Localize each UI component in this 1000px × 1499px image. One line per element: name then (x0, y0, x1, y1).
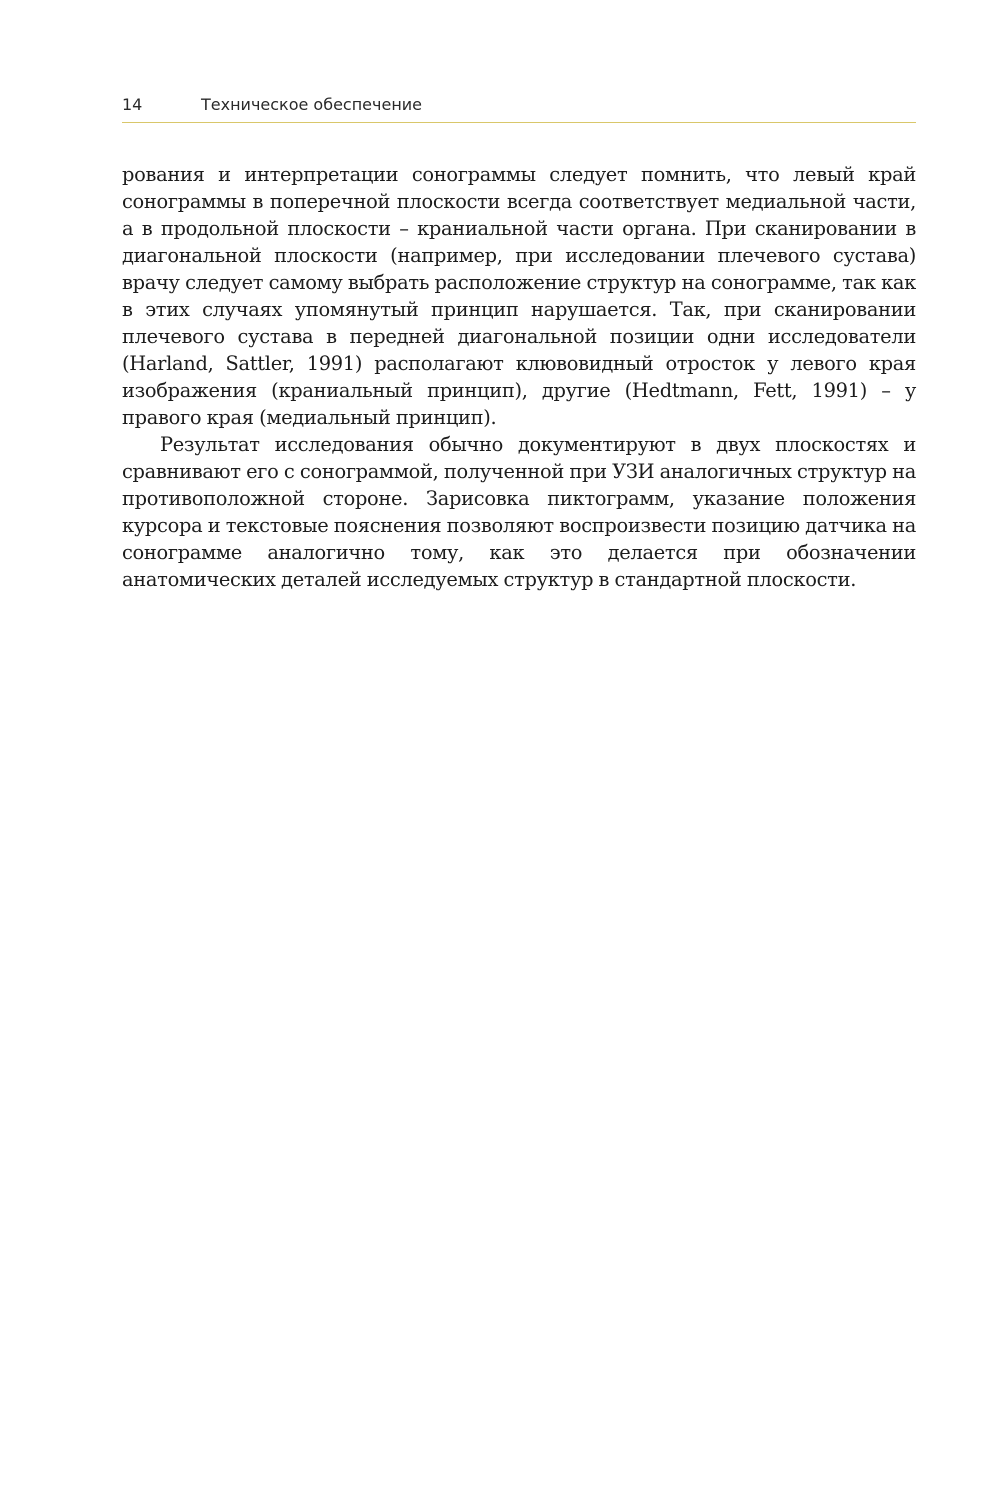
paragraph-continued: рования и интерпретации сонограммы следует помнить, что левый край сонограммы в поперечной плоскости всегда соответствует медиальной части, а в продольной плоскости – краниальной части органа. При сканировании в диагональной плоскости (например, при исследовании плечевого сустава) врачу следует самому выбрать расположение структур на сонограмме, так как в этих случаях упомянутый принцип нарушается. Так, при сканировании плечевого сустава в передней диагональной позиции одни исследователи (Harland, Sattler, 1991) располагают клювовидный отросток у левого края изображения (краниальный принцип), другие (Hedtmann, Fett, 1991) – у правого края (медиальный принцип). (122, 163, 916, 429)
running-header (122, 94, 916, 123)
paragraph-documentation: Результат исследования обычно документируют в двух плоскостях и сравнивают его с сонограммой, полученной при УЗИ аналогичных структур на противоположной стороне. Зарисовка пиктограмм, указание положения курсора и текстовые пояснения позволяют воспроизвести позицию датчика на сонограмме аналогично тому, как это делается при обозначении анатомических деталей исследуемых структур в стандартной плоскости. (122, 433, 916, 591)
page-number: 14 (122, 95, 143, 114)
section-title: Техническое обеспечение (201, 95, 423, 114)
body-text (122, 161, 916, 593)
